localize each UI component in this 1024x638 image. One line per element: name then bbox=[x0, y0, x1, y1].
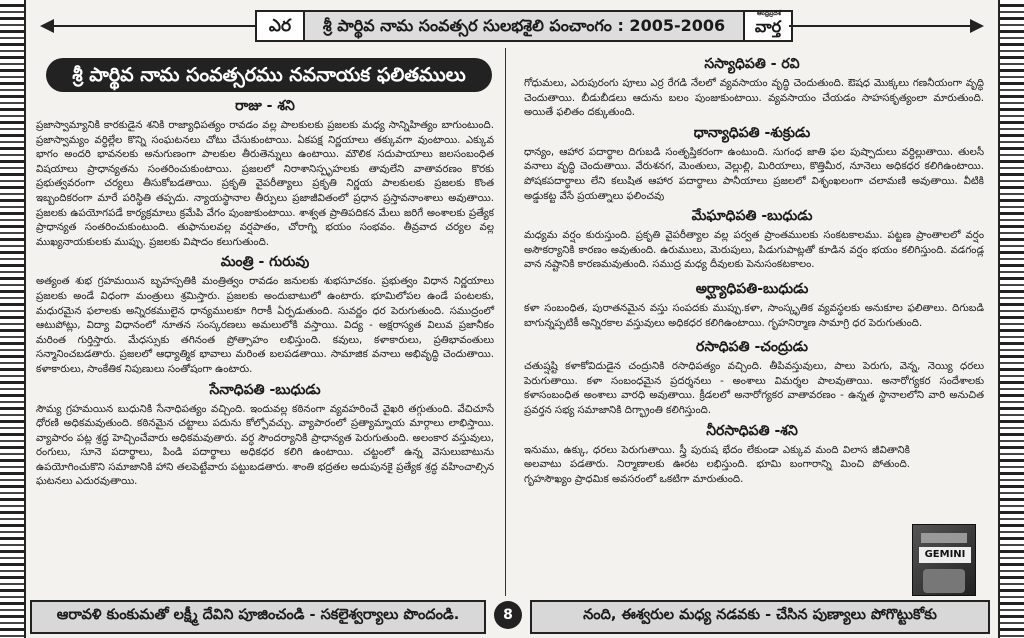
header-logo-left: ఎర bbox=[255, 10, 305, 42]
header-title: శ్రీ పార్థివ నామ సంవత్సర సులభశైలి పంచాంగం : 2005-2006 bbox=[303, 10, 745, 42]
left-column bbox=[30, 50, 500, 490]
banner-title: శ్రీ పార్థివ నామ సంవత్సరము నవనాయక ఫలితములు bbox=[46, 58, 492, 92]
section-title-mantri: మంత్రి - గురువు bbox=[220, 254, 310, 271]
vaartha-logo-text: వార్త bbox=[754, 17, 782, 36]
section-title-rasadhipati: రసాధిపతి -చంద్రుడు bbox=[696, 339, 808, 356]
left-decorative-border bbox=[0, 0, 26, 638]
section-body-sasyadhipati: గోధుమలు, ఎరుపురంగు పూలు ఎర్ర రేగడి నేలలో వ్యవసాయం వృద్ధి చెందుతుంది. ఔషధ మొక్కలు గణనీయంగా వృద్ధి చెందుతాయి. బీడుబీడలు ఆదును బలం పుంజుకుంటాయి. వ్యవసాయం చేయడం సాహసకృత్యంలా మారుతుంది. అయితే ఫలితం దక్కుతుంది. bbox=[524, 78, 984, 119]
arrow-right-icon bbox=[970, 19, 984, 33]
column-divider bbox=[505, 48, 506, 596]
right-decorative-border bbox=[998, 0, 1024, 638]
section-title-senadhipati: సేనాధిపతి -బుధుడు bbox=[209, 381, 321, 398]
right-column bbox=[510, 50, 994, 487]
section-body-senadhipati: సౌమ్య గ్రహమయిన బుధునికి సేనాధిపత్యం వచ్చింది. ఇందువల్ల కఠినంగా వ్యవహరించే వైఖరి తగ్గుతుంది. వేచిచూసే ధోరణి అధికమవుతుంది. కఠినమైన చట్టాలు పదును కోల్పోవచ్చు. వ్యాపారంలో ప్రత్యామ్నాయ మార్గాలు లాభిస్తాయి. వ్యాపారం పట్ల శ్రద్ధ హెచ్చించేవారు అధికమవుతారు. వర్ధ సౌందర్యానికి ప్రాధాన్యత పెరుగుతుంది. అలంకార వస్తువులు, రంగులు, సూనె పదార్థాలు, పిండి పదార్థాలు అధికధర కలిగి ఉంటాయి. చట్టంలో ఉన్న వెసులుబాటును ఉపయోగించుకొని సమాజానికి హాని తలపెట్టేవారు పట్టుబడతారు. శాంతి భద్రతల అదుపునకై ప్రత్యేక శ్రద్ధ వహించాల్సిన ఘటనలు ఎదురవుతాయి. bbox=[36, 403, 494, 488]
header-arrow-line-right bbox=[789, 25, 974, 27]
page-number: 8 bbox=[494, 601, 522, 629]
vaartha-logo bbox=[743, 10, 793, 42]
section-body-arghyadhipati: కళా సంబంధిత, పురాతనమైన వస్తు సంపదకు ముప్పు.కళా, సాంస్కృతిక వ్యవస్థలకు అనుకూల ఫలితాలు. దిగుబడి బాగున్నప్పటికీ అన్నిరకాల వస్తువులు అధికధర కలిగిఉంటాయి. గృహనిర్మాణ సామాగ్రి ధర పెరుగుతుంది. bbox=[524, 302, 984, 329]
section-body-nirasadhipati: ఇనుము, ఉక్కు, ధరలు పెరుగుతాయి. స్త్రీ పురుష భేదం లేకుండా ఎక్కువ మంది విలాస జీవితానికి అలవాటు పడతారు. నిర్మాణాలకు ఊరట లభిస్తుంది. భూమి బంగారాన్ని మించి పోతుంది. గృహసౌఖ్యం ప్రాధమిక అవసరంలో ఒకటిగా మారుతుంది. bbox=[524, 444, 910, 485]
footer-left-slogan: ఆరావళి కుంకుమతో లక్ష్మీ దేవిని పూజించండి - సకలైశ్వర్యాలు పొందండి. bbox=[30, 600, 486, 634]
header-arrow-line-left bbox=[48, 25, 255, 27]
vaartha-logo-small: ఆంధ్రప్రదేశ్ bbox=[757, 10, 781, 17]
section-body-mantri: అత్యంత శుభ గ్రహమయిన బృహస్పతికి మంత్రిత్వం రావడం జనులకు శుభసూచకం. ప్రభుత్వం విధాన నిర్ణయాలు ప్రజలకు అండే విధంగా మంత్రులు శ్రమిస్తారు. ప్రజలకు అందుబాటులో ఉంటారు. భూమిలోపల ఉండే పంటలకు, మధురమైన ఫలాలకు అన్నిరకములైన ధాన్యములకూ గిరాకీ ఏర్పడుతుంది. సువర్ణం ధర పెరుగుతుంది. సముద్రంలో ఆటుపోట్లు, విద్యా విధానంలో నూతన సంస్కరణలు అమలులోకి వస్తాయి. విద్య - అక్షరాస్యత విలువ ప్రజానీకం మరింత గుర్తిస్తారు. మేధస్సుకు తగినంత ప్రోత్సాహం లభిస్తుంది. కవులు, కళాకారులు, ప్రతిభావంతులు సన్మానించబడతారు. ప్రజలలో ఆధ్యాత్మిక భావాలు మరింత బలపడతాయి. సామాజిక వనాలు అభివృద్ధి చెందుతాయి. కళాకారులు, సాంకేతిక నిపుణులు సంతోషంగా ఉంటారు. bbox=[36, 276, 494, 375]
section-title-sasyadhipati: సస్యాధిపతి - రవి bbox=[704, 56, 800, 72]
section-body-raju: ప్రజాస్వామ్యానికి కారకుడైన శనికి రాజ్యాధిపత్యం రావడం వల్ల పాలకులకు ప్రజలకు మధ్య సాన్నిహిత్యం బాగుంటుంది. ప్రజాస్వామ్యం వర్ధిల్లేల కొన్ని సంఘటనలు చోటు చేసుకుంటాయి. ఏకపక్ష నిర్ణయాలు తక్కువగా వుంటాయి. ఎక్కువ భాగం అందరి భావనలకు అనుగుణంగా పాలకుల తీరుతెన్నులు ఉంటాయి. మౌలిక సదుపాయాలు జలసంబంధిత విషయాలు ప్రాధాన్యతను సంతరించుకుంటాయి. ప్రజలలో నిరాశానిస్పృహలకు తావులేని వాతావరణం కొరకు ప్రభుత్వవరంగా చర్యలు తీసుకోబడతాయి. ప్రకృతి వైపరీత్యాలు ప్రకృతి నిర్ణయ పాలకులకు ప్రజలకు కొంత ఇబ్బందికరంగా మారే పరిస్థితి తప్పదు. న్యాయస్థానాల తీర్పులు ప్రజాజీవితంలో ప్రధాన ప్రస్తావనాంశాలు అవుతాయి. ప్రజలకు ఉపయోగపడే కార్యక్రమాలు క్రమేపి వేగం పుంజుకుంటాయి. శాశ్వత ప్రాతిపదికన మేలు జరిగే అంశాలకు ప్రత్యేక ప్రాధాన్యత సంతరించుకుంటుంది. తుఫానులవల్ల వర్షపాతం, చోరాగ్ని భయం సంభవం. తీవ్రవాద చర్యల వల్ల ముఖ్యనాయకులకు ముప్పు. ప్రజలకు విషాదం కలుగుతుంది. bbox=[36, 120, 494, 248]
page-header bbox=[40, 6, 984, 44]
section-body-meghadhipati: మధ్యమ వర్షం కురుస్తుంది. ప్రకృతి వైపరీత్యాల వల్ల పర్వత ప్రాంతములకు సంకటకాలము. పట్టణ ప్రాంతాలలో వర్షం అసౌకర్యానికి కారణం అవుతుంది. ఉరుములు, మెరుపులు, పిడుగుపాట్లతో కూడిన వర్షం భయం కలిగిస్తుంది. వడగండ్ల వాన నష్టానికి కారణమవుతుంది. సముద్ర మధ్య దీవులకు పెనుసంకటకాలం. bbox=[524, 230, 984, 271]
section-title-arghyadhipati: అర్ఘ్యాధిపతి-బుధుడు bbox=[695, 280, 809, 297]
section-title-nirasadhipati: నీరసాధిపతి -శని bbox=[706, 422, 798, 439]
footer-right-slogan: నంది, ఈశ్వరుల మధ్య నడవకు - చేసిన పుణ్యాలు పోగొట్టుకోకు bbox=[530, 600, 990, 634]
section-body-dhanyadhipati: ధాన్యం, ఆహార పదార్థాల దిగుబడి సంతృప్తికరంగా ఉంటుంది. సుగంధ జాతి ఫల పుష్పాదులు వర్ధిల్లుతాయి. తులసీ వనాలు వృద్ధి చెందుతాయి. వేరుశనగ, మెంతులు, వెల్లుల్లి, మిరియాలు, కొత్తిమీర, నూనెలు అధికధర కలిగిఉంటాయి. పోషకపదార్థాలు లేని కలుషిత ఆహార పదార్థాలు పానీయాలు ప్రజలలో విశృంఖలంగా చలామణి అవుతాయి. వీటికి అడ్డుకట్ట వేసే ప్రయత్నాలు ఫలించవు bbox=[524, 146, 984, 202]
product-box-icon bbox=[912, 524, 976, 596]
section-title-dhanyadhipati: ధాన్యాధిపతి -శుక్రుడు bbox=[693, 124, 811, 141]
gemini-product-image bbox=[912, 520, 978, 596]
section-title-meghadhipati: మేఘాధిపతి -బుధుడు bbox=[691, 208, 813, 225]
product-label: GEMINI bbox=[919, 547, 971, 563]
section-title-raju: రాజు - శని bbox=[235, 98, 295, 114]
arrow-left-icon bbox=[40, 19, 54, 33]
section-body-rasadhipati: చతుష్షష్టి కళాకోవిదుడైన చంద్రునికి రసాధిపత్యం వచ్చింది. తీపివస్తువులు, పాలు పెరుగు, వెన్న, నెయ్యి ధరలు పెరుగుతాయి. కళా సంబంధమైన ప్రదర్శనలు - అంశాలు విమర్శల పాలవుతాయి. అనారోగ్యకర సందేశాలకు కళాసంబంధిత అంశాలు వారధి అవుతాయి. క్రీడలలో అనారోగ్యకర వాతావరణం - ఉన్నత స్థానాలలోని వారి అనుచిత ప్రవర్తన సభ్య సమాజానికి దిగ్భ్రాంతి కలిగిస్తుంది. bbox=[524, 361, 984, 416]
